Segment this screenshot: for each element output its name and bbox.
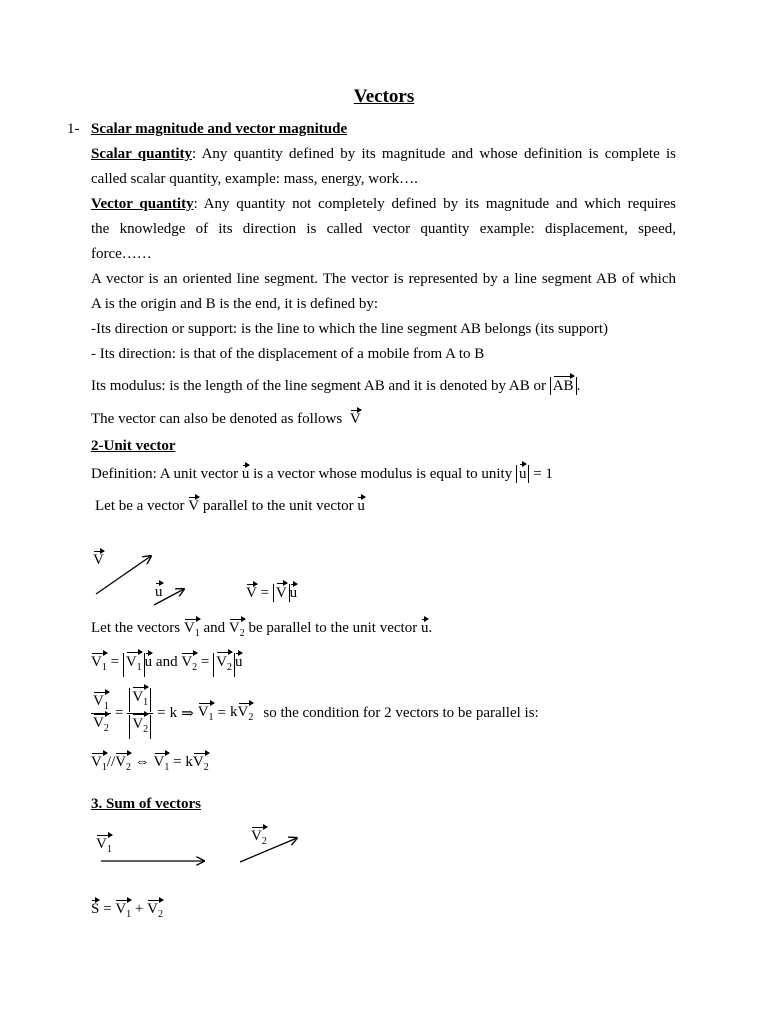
vector-v2-arrow [240, 838, 297, 862]
formula-v1-v2-modulus [91, 653, 242, 677]
section-heading-sum-of-vectors: 3. Sum of vectors [91, 796, 201, 812]
vector-v2-symbol: $V_2$ [228, 620, 245, 639]
vectors-parallel-line [91, 620, 432, 639]
equals-sign: = [103, 901, 112, 917]
denote-text: The vector can also be denoted as follows [91, 411, 343, 427]
let-text-a: Let be a vector [95, 498, 185, 514]
support-line: -Its direction or support: is the line to which the line segment AB belongs (its support) [91, 321, 609, 337]
and-text: and [203, 620, 226, 636]
equivalence-symbol: ⇔ [134, 754, 150, 770]
vector-v-symbol: V [275, 585, 287, 601]
vector-u-symbol: u [155, 584, 163, 600]
vector-v1-symbol: $V_1$ [183, 620, 200, 639]
section-heading-unit-vector: 2-Unit vector [91, 438, 176, 454]
vectors-text-b: be parallel to the unit vector [248, 620, 418, 636]
unit-def-text-b: is a vector whose modulus is equal to unity [253, 466, 513, 482]
vector-term: Vector quantity [91, 196, 194, 212]
figure-label-v [93, 552, 104, 569]
vector-def-line2: A is the origin and B is the end, it is defined by: [91, 296, 379, 312]
figure-label-v2: $V_2$ [251, 828, 267, 847]
vector-v-symbol: V [93, 552, 104, 568]
vector-v2-symbol: $V_2$ [147, 901, 163, 920]
parallel-condition-text: so the condition for 2 vectors to be parallel is: [263, 705, 539, 721]
scalar-text: : Any quantity defined by its magnitude and whose definition is complete is [191, 146, 676, 162]
vector-v2-symbol: $V_2$ [181, 654, 198, 673]
vector-def-line1: A vector is an oriented line segment. The vector is represented by a line segment AB of which [91, 271, 676, 287]
implies-symbol: ⇒ [181, 706, 194, 722]
vector-u-symbol: u [144, 654, 153, 670]
equals-sign: = [217, 705, 227, 721]
equals-sign: = [200, 654, 210, 670]
vectors-text-a: Let the vectors [91, 620, 181, 636]
modulus-end: . [576, 378, 581, 394]
vector-v1-symbol: $V_1$ [91, 754, 107, 773]
section-number: 1- [67, 121, 80, 137]
vector-u-symbol: u [241, 466, 250, 482]
vector-ab-symbol: AB [552, 378, 574, 394]
modulus-v2: $V_2$ [213, 653, 235, 677]
vector-s-symbol: S [91, 901, 100, 917]
modulus-v [273, 584, 290, 602]
plus-sign: + [134, 901, 144, 917]
vector-v-arrow [96, 556, 151, 594]
vector-u-symbol: u [420, 620, 429, 636]
vector-v2-symbol: $V_2$ [115, 754, 132, 773]
vector-v1-symbol: $V_1$ [197, 704, 214, 723]
vector-v-symbol: V [349, 411, 361, 427]
vector-v1-symbol: $V_1$ [153, 754, 170, 773]
scalar-definition-line2: called scalar quantity, example: mass, energy, work…. [91, 171, 418, 187]
and-text: and [155, 654, 178, 670]
figure-label-v1: $V_1$ [96, 836, 112, 855]
vector-v-symbol: V [246, 585, 257, 601]
period: . [428, 620, 433, 636]
sum-formula [91, 901, 163, 920]
ratio-v1-over-v2: $\frac{V_1}{V_2}$ [93, 693, 109, 734]
modulus-text: Its modulus: is the length of the line segment AB and it is denoted by AB or [91, 378, 546, 394]
equals-sign: = [260, 585, 270, 601]
direction-line: - Its direction: is that of the displacement of a mobile from A to B [91, 346, 485, 362]
k-symbol: k [169, 705, 178, 721]
parallel-symbol: // [106, 754, 116, 770]
page-title: Vectors [353, 86, 415, 107]
equals-sign: = [173, 754, 182, 770]
k-times-v2: $kV_2$ [230, 704, 254, 723]
equals-one: = 1 [533, 466, 553, 482]
ratio-formula-line [91, 688, 539, 739]
parallel-equivalence-formula [91, 754, 209, 773]
equals-sign: = [114, 705, 124, 721]
modulus-v1: $V_1$ [123, 653, 145, 677]
vector-v1-symbol: $V_1$ [91, 654, 107, 673]
formula-v-equals-modulus-u [246, 584, 297, 602]
vector-v-symbol: V [188, 498, 200, 514]
let-text-b: parallel to the unit vector [202, 498, 354, 514]
vector-u-symbol: u [289, 585, 298, 601]
vector-definition-line2: the knowledge of its direction is called vector quantity example: displacement, speed, [91, 221, 676, 237]
equals-sign: = [157, 705, 166, 721]
vector-v1-symbol: $V_1$ [115, 901, 132, 920]
figure-label-u [155, 584, 163, 601]
vector-u-symbol: u [518, 466, 527, 482]
vector-u-symbol: u [357, 498, 365, 514]
unit-def-text-a: Definition: A unit vector [91, 466, 239, 482]
k-times-v2: $kV_2$ [185, 754, 209, 773]
vector-text: : Any quantity not completely defined by its magnitude and which requires [193, 196, 676, 212]
equals-sign: = [110, 654, 120, 670]
scalar-term: Scalar quantity [91, 146, 192, 162]
section-heading-scalar-vector: Scalar magnitude and vector magnitude [91, 121, 348, 137]
ratio-modulus-v1-over-v2: $\frac{V_1}{V_2}$ [127, 688, 153, 739]
vector-definition-line3: force…… [91, 246, 152, 262]
vector-u-symbol: u [234, 654, 243, 670]
